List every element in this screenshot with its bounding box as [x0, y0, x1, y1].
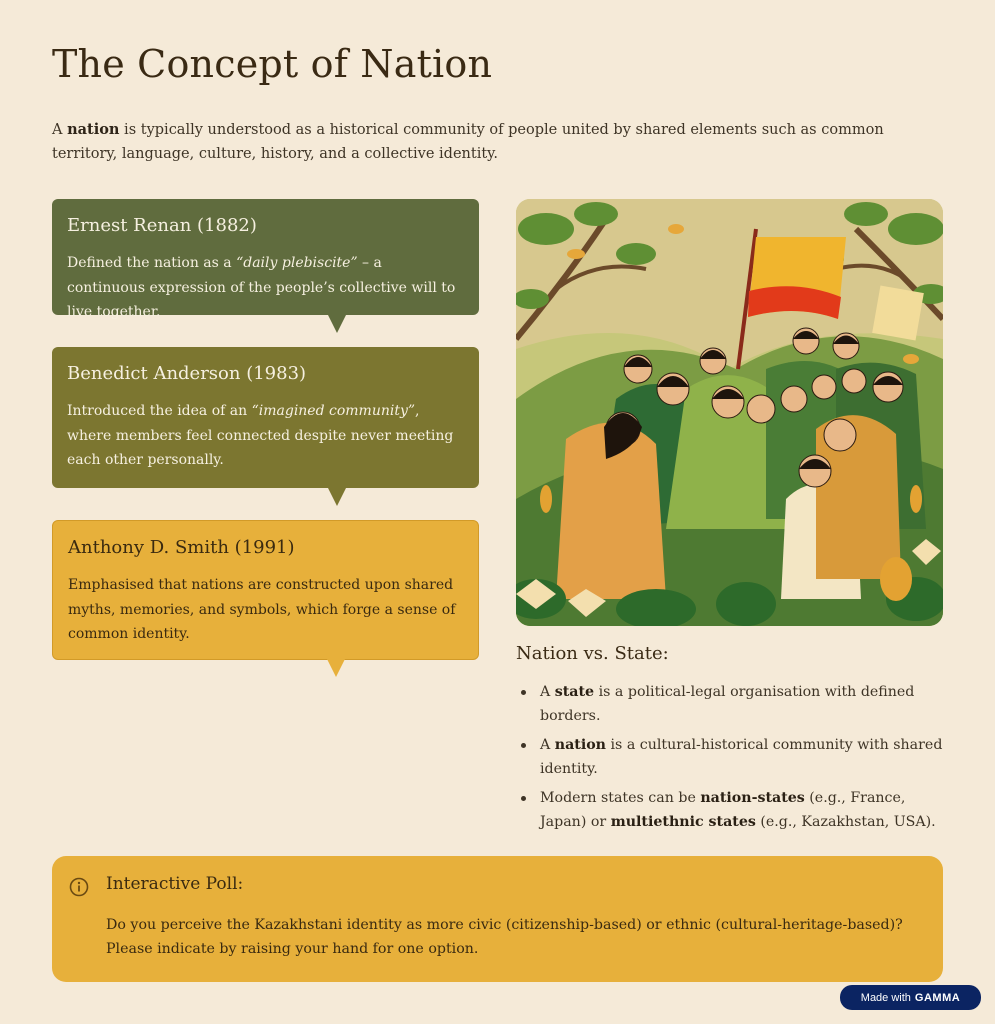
- speech-tail: [327, 659, 345, 677]
- anderson-card-title: Benedict Anderson (1983): [67, 363, 307, 384]
- smith-card-title: Anthony D. Smith (1991): [68, 537, 295, 558]
- intro-rest: is typically understood as a historical community of people united by shared elements such as common territory, language, culture, history, and a collective identity.: [52, 122, 884, 162]
- poll-body: Do you perceive the Kazakhstani identity as more civic (citizenship-based) or ethnic (cultural-heritage-based)? Please indicate by raising your hand for one option.: [106, 917, 903, 957]
- anderson-quote: “imagined community”: [251, 403, 416, 419]
- gamma-logo: GAMMA: [914, 991, 961, 1004]
- nation-vs-state-title: Nation vs. State:: [516, 643, 669, 664]
- page-title: The Concept of Nation: [52, 42, 493, 86]
- intro-paragraph: [52, 118, 932, 166]
- info-icon: [69, 877, 89, 897]
- renan-card: [52, 199, 479, 320]
- smith-card: [52, 520, 479, 660]
- made-with-gamma-badge[interactable]: [840, 985, 981, 1010]
- list-item: A state is a political-legal organisation with defined borders.: [516, 680, 946, 728]
- intro-prefix: A: [52, 122, 68, 138]
- intro-term: nation: [67, 121, 120, 138]
- list-item: Modern states can be nation-states (e.g., France, Japan) or multiethnic states (e.g., Kazakhstan, USA).: [516, 786, 946, 834]
- renan-card-title: Ernest Renan (1882): [67, 215, 257, 236]
- anderson-card-body: Introduced the idea of an “imagined community”, where members feel connected despite never meeting each other personally.: [67, 403, 454, 468]
- badge-label: Made with: [860, 991, 911, 1004]
- poll-title: Interactive Poll:: [106, 874, 244, 894]
- nation-vs-state-list: [516, 680, 946, 839]
- renan-card-body: Defined the nation as a “daily plebiscite” – a continuous expression of the people’s collective will to live together.: [67, 255, 456, 320]
- speech-tail: [328, 315, 346, 333]
- list-item: A nation is a cultural-historical community with shared identity.: [516, 733, 946, 781]
- renan-quote: “daily plebiscite”: [236, 255, 358, 271]
- speech-tail: [328, 488, 346, 506]
- smith-card-body: Emphasised that nations are constructed upon shared myths, memories, and symbols, which forge a sense of common identity.: [68, 577, 456, 642]
- anderson-card: [52, 347, 479, 488]
- crowd-with-flag-illustration: [516, 199, 943, 626]
- interactive-poll-callout: [52, 856, 943, 982]
